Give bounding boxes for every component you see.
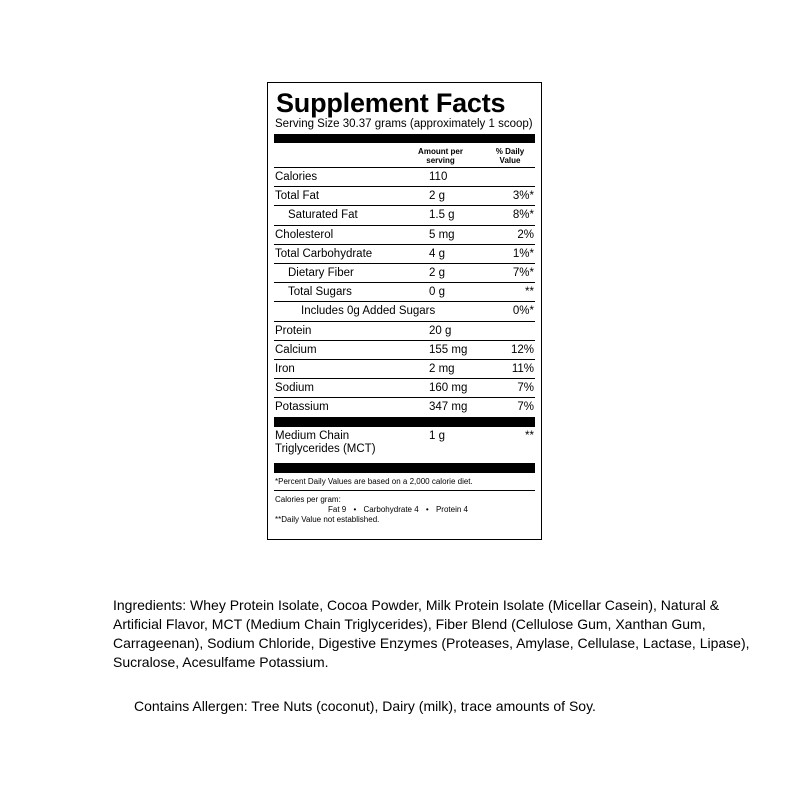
nutrient-dv: 3%* [512,190,534,203]
row-calcium [274,341,535,360]
nutrient-name: Calcium [275,343,317,356]
row-cholesterol [274,226,535,245]
cpg-protein: Protein 4 [435,505,468,515]
nutrient-name: Total Carbohydrate [275,247,373,260]
calories-per-gram-label: Calories per gram: [275,495,341,505]
bullet-icon: • [425,505,429,515]
nutrient-name: Calories [275,171,318,183]
nutrient-amount: 4 g [429,247,445,260]
row-mct [274,427,535,463]
calories-per-gram-values [275,505,535,515]
nutrient-amount: 2 g [429,266,445,279]
nutrient-amount: 110 [429,171,448,183]
nutrient-amount: 2 mg [429,362,455,375]
nutrient-dv: 8%* [512,209,534,222]
nutrient-amount: 0 g [429,286,445,299]
nutrient-dv: 2% [517,228,534,241]
column-header [274,143,535,168]
amount-column-header: Amount per serving [418,147,463,165]
nutrient-dv: 11% [511,362,534,375]
supplement-facts-panel [267,82,542,540]
nutrient-amount: 20 g [429,324,452,337]
row-sodium [274,379,535,398]
row-iron [274,360,535,379]
cpg-fat: Fat 9 [328,505,347,515]
nutrient-amount: 5 mg [429,228,455,241]
nutrient-name: Cholesterol [275,228,334,241]
row-total-sugars [274,283,535,302]
row-total-carbohydrate [274,245,535,264]
nutrient-name: Medium Chain Triglycerides (MCT) [275,430,376,456]
dv-not-established-note: **Daily Value not established. [275,515,380,525]
calories-per-gram-note [274,491,535,525]
nutrient-name: Total Sugars [288,286,352,299]
row-added-sugars [274,302,535,321]
nutrient-name: Protein [275,324,312,337]
thick-divider [274,463,535,473]
nutrient-dv: ** [525,286,534,299]
nutrient-dv: ** [525,430,534,443]
nutrient-dv: 12% [510,343,534,356]
ingredients-text: Ingredients: Whey Protein Isolate, Cocoa Powder, Milk Protein Isolate (Micellar Casein), Natural & Artificial Flavor, MCT (Medium Chain Triglycerides), Fiber Blend (Cellulose Gum, Xanthan Gum, Carrageenan), Sodium Chloride, Digestive Enzymes (Proteases, Amylase, Cellulase, Lactase, Lipase), Sucralose, Acesulfame Potassium. [113,597,750,670]
nutrient-dv: 7% [517,401,534,414]
nutrient-dv: 0%* [512,305,534,318]
row-potassium [274,398,535,417]
nutrient-amount: 1 g [429,430,445,443]
nutrient-amount: 347 mg [429,401,468,414]
nutrient-dv: 7%* [512,266,534,279]
daily-value-column-header: % Daily Value [495,147,525,165]
row-dietary-fiber [274,264,535,283]
nutrient-name: Saturated Fat [288,209,358,222]
panel-title: Supplement Facts [276,88,506,118]
nutrient-amount: 1.5 g [429,209,455,222]
thick-divider [274,417,535,427]
nutrient-dv: 1%* [512,247,534,260]
nutrient-name: Iron [275,362,295,375]
nutrient-dv: 7% [517,382,534,395]
row-protein [274,322,535,341]
daily-value-footnote: *Percent Daily Values are based on a 2,000 calorie diet. [274,473,535,491]
nutrient-name: Dietary Fiber [288,266,354,279]
nutrient-name: Potassium [275,401,329,414]
nutrient-name: Includes 0g Added Sugars [301,305,436,318]
row-saturated-fat [274,206,535,225]
row-total-fat [274,187,535,206]
nutrient-name: Sodium [275,382,314,395]
row-calories [274,168,535,187]
nutrient-amount: 2 g [429,190,445,203]
serving-size: Serving Size 30.37 grams (approximately 1 scoop) [275,118,533,130]
bullet-icon: • [353,505,357,515]
nutrient-name: Total Fat [275,190,320,203]
allergen-statement: Contains Allergen: Tree Nuts (coconut), Dairy (milk), trace amounts of Soy. [134,698,596,714]
thick-divider [274,134,535,143]
cpg-carbohydrate: Carbohydrate 4 [363,505,419,515]
nutrient-amount: 160 mg [429,382,468,395]
nutrient-amount: 155 mg [429,343,468,356]
